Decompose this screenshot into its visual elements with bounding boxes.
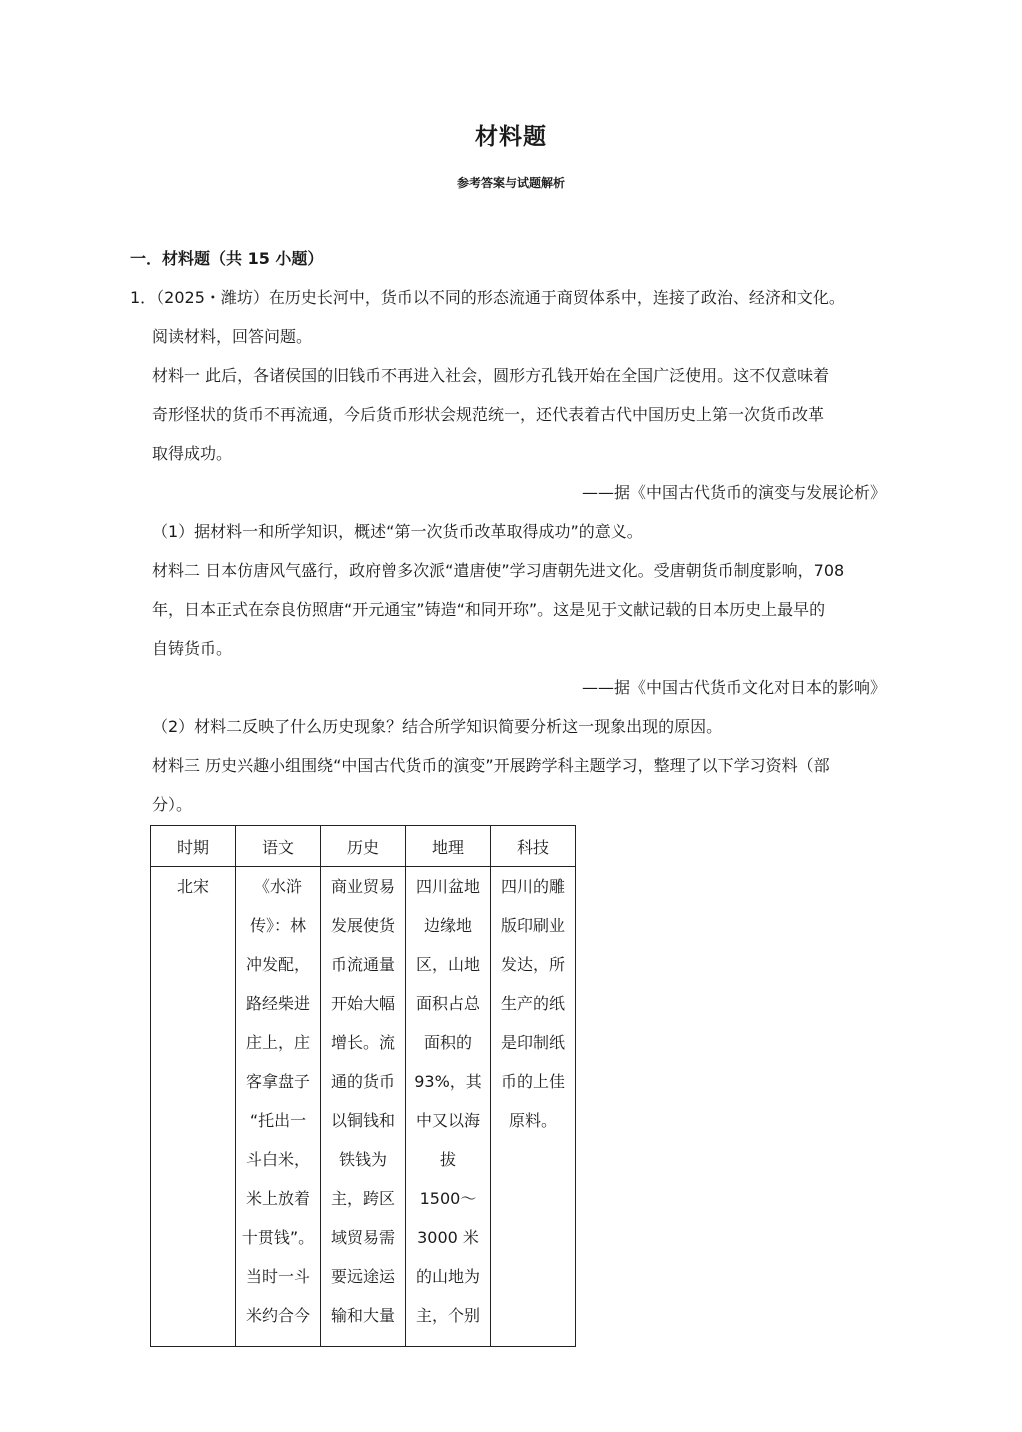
cell-text: 拔 (439, 1150, 456, 1169)
cell-text: 客拿盘子 (245, 1072, 310, 1091)
cell-text: 传》：林 (249, 916, 306, 935)
cell-text: 区，山地 (415, 955, 480, 974)
material-2-line-3: 自铸货币。 (152, 639, 233, 658)
cell-text: 版印刷业 (500, 916, 565, 935)
section-heading: 一．材料题（共 15 小题） (130, 249, 324, 268)
cell-text: 《水浒 (253, 877, 302, 896)
cell-text: 是印制纸 (500, 1033, 565, 1052)
table-header-cell: 地理 (406, 826, 491, 867)
cell-text: 冲发配， (245, 955, 310, 974)
cell-text: 斗白米， (245, 1150, 310, 1169)
cell-text: 面积的 (423, 1033, 472, 1052)
cell-text: 3000 米 (417, 1228, 479, 1247)
cell-text: 原料。 (508, 1111, 557, 1130)
question-1-part-1: （1）据材料一和所学知识，概述“第一次货币改革取得成功”的意义。 (152, 522, 643, 541)
cell-text: 米约合今 (245, 1306, 310, 1325)
table-cell-geography (406, 867, 491, 1347)
cell-text: 面积占总 (415, 994, 480, 1013)
cell-text: 生产的纸 (500, 994, 565, 1013)
material-3-line-1: 材料三 历史兴趣小组围绕“中国古代货币的演变”开展跨学科主题学习，整理了以下学习资料（部 (152, 756, 830, 775)
question-1-stem: 1．（2025・潍坊）在历史长河中，货币以不同的形态流通于商贸体系中，连接了政治、经济和文化。 (130, 288, 845, 307)
material-1-line-3: 取得成功。 (152, 444, 233, 463)
cell-text: 边缘地 (423, 916, 472, 935)
table-cell-technology (491, 867, 576, 1347)
cell-text: 商业贸易 (330, 877, 395, 896)
cell-text: 通的货币 (330, 1072, 395, 1091)
cell-text: 增长。流 (330, 1033, 395, 1052)
cell-text: 米上放着 (245, 1189, 310, 1208)
material-2-line-2: 年，日本正式在奈良仿照唐“开元通宝”铸造“和同开珎”。这是见于文献记载的日本历史上最早的 (152, 600, 826, 619)
material-1-source: ——据《中国古代货币的演变与发展论析》 (581, 483, 886, 502)
cell-text: “托出一 (249, 1111, 307, 1130)
table-header-cell: 科技 (491, 826, 576, 867)
page-subtitle: 参考答案与试题解析 (456, 176, 565, 190)
cell-text: 主，个别 (415, 1306, 480, 1325)
cell-text: 路经柴进 (245, 994, 310, 1013)
cell-text: 币的上佳 (500, 1072, 565, 1091)
cell-text: 四川的雕 (500, 877, 565, 896)
cell-text: 93%，其 (414, 1072, 482, 1091)
cell-text: 十贯钱”。 (241, 1228, 315, 1247)
cell-text: 中又以海 (415, 1111, 480, 1130)
cell-text: 输和大量 (330, 1306, 395, 1325)
cell-text: 要远途运 (330, 1267, 395, 1286)
cell-text: 币流通量 (330, 955, 395, 974)
table-cell-chinese (236, 867, 321, 1347)
table-cell-history (321, 867, 406, 1347)
material-3-line-2: 分）。 (152, 795, 193, 814)
table-cell-period (151, 867, 236, 1347)
cell-text: 以铜钱和 (330, 1111, 395, 1130)
table-header-cell: 历史 (321, 826, 406, 867)
cell-text: 发达，所 (500, 955, 565, 974)
cell-text: 域贸易需 (330, 1228, 395, 1247)
cell-text: 四川盆地 (415, 877, 480, 896)
cell-text: 北宋 (176, 877, 209, 896)
table-header-cell: 语文 (236, 826, 321, 867)
cell-text: 发展使货 (330, 916, 395, 935)
material-1-line-1: 材料一 此后，各诸侯国的旧钱币不再进入社会，圆形方孔钱开始在全国广泛使用。这不仅意味着 (152, 366, 830, 385)
table-row (151, 867, 576, 1347)
page-title: 材料题 (475, 124, 547, 150)
cell-text: 主，跨区 (330, 1189, 395, 1208)
material-2-source: ——据《中国古代货币文化对日本的影响》 (581, 678, 886, 697)
cell-text: 当时一斗 (245, 1267, 310, 1286)
table-header-cell: 时期 (151, 826, 236, 867)
question-1-instruction: 阅读材料，回答问题。 (152, 327, 313, 346)
study-materials-table (150, 825, 576, 1347)
table-header-row (151, 826, 576, 867)
cell-text: 开始大幅 (330, 994, 395, 1013)
material-2-line-1: 材料二 日本仿唐风气盛行，政府曾多次派“遣唐使”学习唐朝先进文化。受唐朝货币制度影响，708 (152, 561, 845, 580)
cell-text: 1500～ (419, 1189, 477, 1208)
cell-text: 庄上，庄 (245, 1033, 310, 1052)
question-1-part-2: （2）材料二反映了什么历史现象？结合所学知识简要分析这一现象出现的原因。 (152, 717, 723, 736)
cell-text: 铁钱为 (338, 1150, 387, 1169)
cell-text: 的山地为 (415, 1267, 480, 1286)
material-1-line-2: 奇形怪状的货币不再流通，今后货币形状会规范统一，还代表着古代中国历史上第一次货币改革 (152, 405, 825, 424)
